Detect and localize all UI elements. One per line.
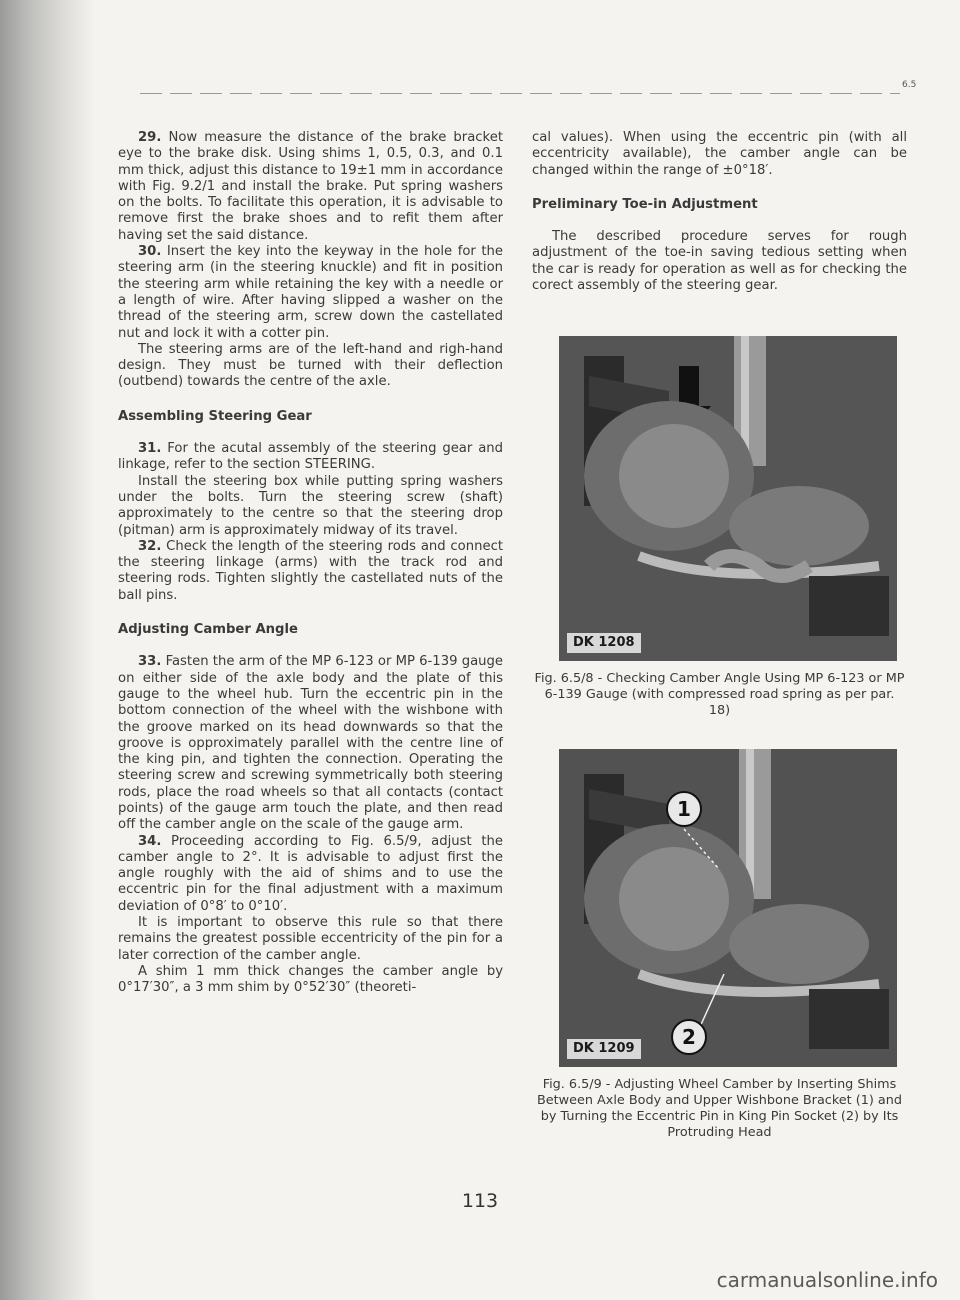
figure-6-5-9-photo [559, 749, 897, 1067]
figure-6-5-9-caption: Fig. 6.5/9 - Adjusting Wheel Camber by Inserting Shims Between Axle Body and Upper Wishbone Bracket (1) and by Turning the Eccentric Pin in King Pin Socket (2) by Its Protruding Head [536, 1077, 903, 1141]
step-text: Fasten the arm of the MP 6-123 or MP 6-139 gauge on either side of the axle body and the plate of this gauge to the wheel hub. Turn the eccentric pin in the bottom connection of the wheel with the wishbone with the groove marked on its head downwards so that the groove is opproximately parallel with the centre line of the king pin, and tighten the connection. Operating the steering screw and screwing symmetrically both steering rods, place the road wheels so that all contacts (contact points) of the gauge arm touch the plate, and then read off the camber angle on the scale of the gauge arm. [118, 654, 503, 833]
site-watermark: carmanualsonline.info [716, 1268, 938, 1292]
paragraph-29 [118, 130, 503, 244]
left-column [118, 130, 503, 997]
figure-code-label: DK 1209 [567, 1039, 641, 1059]
figure-6-5-8-photo [559, 336, 897, 661]
heading-steering-gear: Assembling Steering Gear [118, 408, 312, 424]
heading-toe-in: Preliminary Toe-in Adjustment [532, 196, 758, 212]
paragraph-30-note: The steering arms are of the left-hand and righ-hand design. They must be turned with their deflection (outbend) towards the centre of the axle. [118, 341, 503, 390]
callout-1-label: 1 [677, 797, 691, 822]
paragraph-34-shim: A shim 1 mm thick changes the camber angle by 0°17′30″, a 3 mm shim by 0°52′30″ (theoreti- [118, 963, 503, 996]
step-text: Now measure the distance of the brake bracket eye to the brake disk. Using shims 1, 0.5, 0.3, and 0.1 mm thick, adjust this distance to 19±1 mm in accordance with Fig. 9.2/1 and install the brake. Put spring washers on the bolts. To facilitate this operation, it is advisable to remove first the brake shoes and to refit them after having set the said distance. [118, 130, 503, 243]
step-number: 33. [138, 654, 162, 670]
step-number: 31. [138, 441, 162, 457]
step-number: 29. [138, 130, 162, 145]
step-text: Proceeding according to Fig. 6.5/9, adjust the camber angle to 2°. It is advisable to adjust first the angle roughly with the aid of shims and to use the eccentric pin for the final adjustment with a maximum deviation of 0°8′ to 0°10′. [118, 833, 503, 914]
heading-camber-angle: Adjusting Camber Angle [118, 622, 298, 638]
step-number: 34. [138, 833, 162, 849]
right-column [532, 130, 907, 1141]
paragraph-toe-in: The described procedure serves for rough adjustment of the toe-in saving tedious setting when the car is ready for operation as well as for checking the corect assembly of the steering gear. [532, 229, 907, 294]
paragraph-31-install: Install the steering box while putting spring washers under the bolts. Turn the steering screw (shaft) approximately to the centre so that the steering drop (pitman) arm is approximately midway of its travel. [118, 473, 503, 538]
paragraph-30 [118, 244, 503, 342]
header-rule [140, 93, 900, 94]
binding-shadow [0, 0, 95, 1300]
step-number: 32. [138, 538, 162, 554]
step-text: For the acutal assembly of the steering gear and linkage, refer to the section STEERING. [118, 441, 503, 473]
paragraph-34 [118, 834, 503, 915]
section-number: 6.5 [902, 80, 917, 90]
callout-2-label: 2 [682, 1025, 696, 1050]
figure-illustration [559, 749, 897, 1067]
paragraph-33 [118, 654, 503, 833]
figure-6-5-8-caption: Fig. 6.5/8 - Checking Camber Angle Using MP 6-123 or MP 6-139 Gauge (with compressed road spring as per par. 18) [534, 671, 905, 719]
paragraph-34-rule: It is important to observe this rule so that there remains the greatest possible eccentricity of the pin for a later correction of the camber angle. [118, 915, 503, 963]
paragraph-31 [118, 441, 503, 474]
step-number: 30. [138, 244, 162, 260]
step-text: Insert the key into the keyway in the hole for the steering arm (in the steering knuckle) and fit in position the steering arm while retaining the key with a needle or a length of wire. After having slipped a washer on the thread of the steering arm, screw down the castellated nut and lock it with a cotter pin. [118, 244, 503, 341]
figure-illustration [559, 336, 897, 661]
figure-code-label: DK 1208 [567, 633, 641, 653]
paragraph-32 [118, 539, 503, 604]
step-text: Check the length of the steering rods and connect the steering linkage (arms) with the track rod and steering rods. Tighten slightly the castellated nuts of the ball pins. [118, 538, 503, 603]
paragraph-continued: cal values). When using the eccentric pin (with all eccentricity available), the camber angle can be changed within the range of ±0°18′. [532, 130, 907, 178]
page-number: 113 [461, 1190, 499, 1212]
